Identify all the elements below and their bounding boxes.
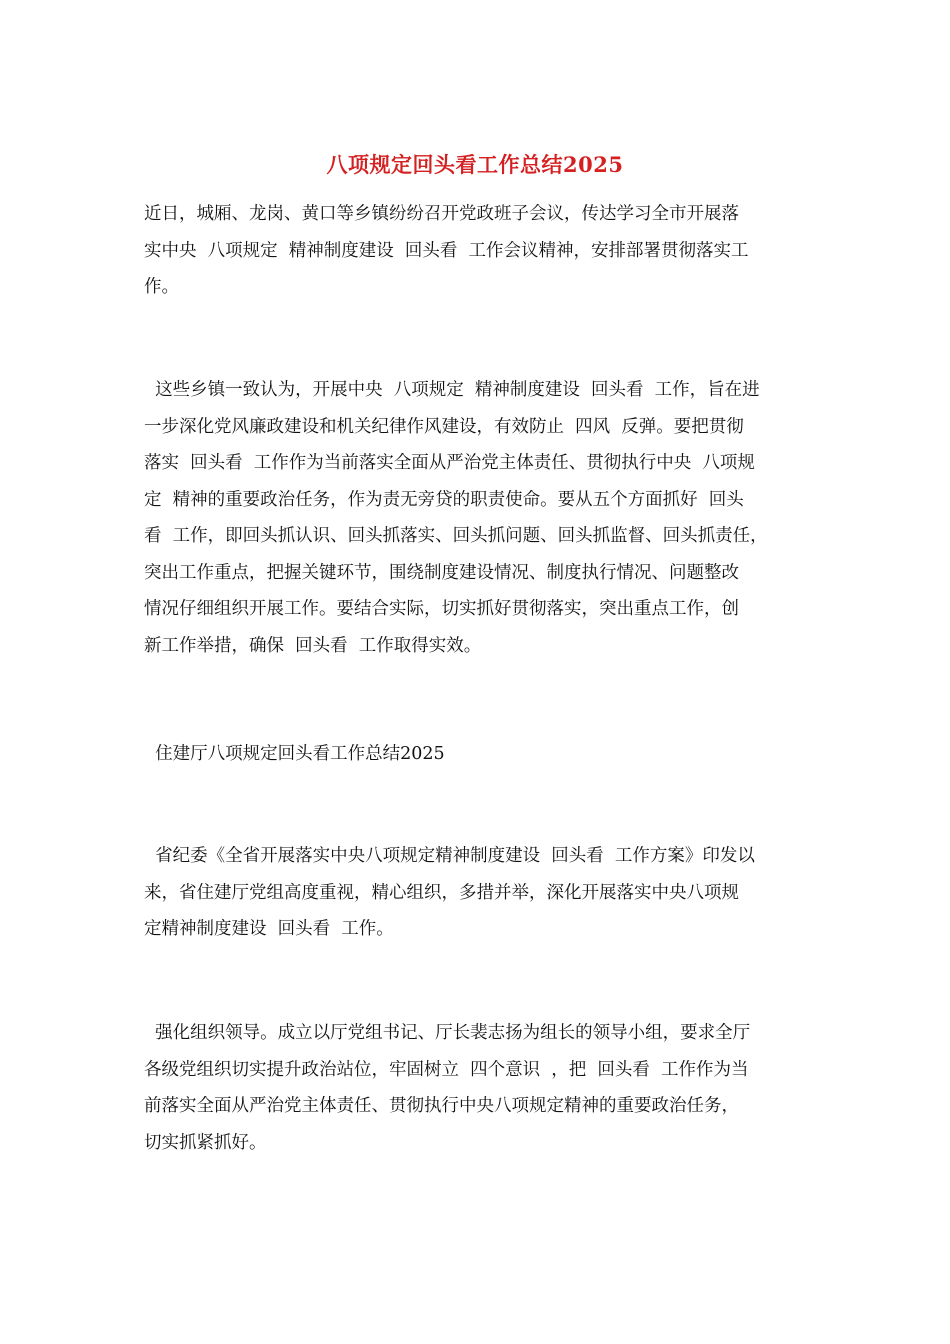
- text-line: 看 工作，即回头抓认识、回头抓落实、回头抓问题、回头抓监督、回头抓责任，: [144, 526, 768, 546]
- text-line: 实中央 八项规定 精神制度建设 回头看 工作会议精神，安排部署贯彻落实工: [144, 240, 749, 261]
- text-line: 强化组织领导。成立以厅党组书记、厅长裴志扬为组长的领导小组，要求全厅: [144, 1023, 751, 1043]
- text-line: 定 精神的重要政治任务，作为责无旁贷的职责使命。要从五个方面抓好 回头: [144, 489, 744, 510]
- paragraph-consensus: [144, 372, 822, 664]
- text-line: 新工作举措，确保 回头看 工作取得实效。: [144, 635, 482, 656]
- text-line: 落实 回头看 工作作为当前落实全面从严治党主体责任、贯彻执行中央 八项规: [144, 453, 755, 473]
- text-line: 切实抓紧抓好。: [144, 1132, 267, 1153]
- paragraph-leadership: [144, 1015, 822, 1161]
- text-line: 近日，城厢、龙岗、黄口等乡镇纷纷召开党政班子会议，传达学习全市开展落: [144, 204, 739, 224]
- document-title: 八项规定回头看工作总结2025: [326, 152, 624, 177]
- text-line: 定精神制度建设 回头看 工作。: [144, 919, 394, 939]
- paragraph-provincial: [144, 838, 822, 948]
- text-line: 省纪委《全省开展落实中央八项规定精神制度建设 回头看 工作方案》印发以: [144, 846, 755, 866]
- text-line: 一步深化党风廉政建设和机关纪律作风建设，有效防止 四风 反弹。要把贯彻: [144, 416, 744, 437]
- text-line: 情况仔细组织开展工作。要结合实际，切实抓好贯彻落实，突出重点工作，创: [144, 599, 739, 619]
- text-line: 突出工作重点，把握关键环节，围绕制度建设情况、制度执行情况、问题整改: [144, 562, 739, 583]
- text-line: 作。: [144, 277, 179, 297]
- text-line: 来，省住建厅党组高度重视，精心组织，多措并举，深化开展落实中央八项规: [144, 882, 739, 903]
- text-line: 这些乡镇一致认为，开展中央 八项规定 精神制度建设 回头看 工作，旨在进: [144, 380, 760, 400]
- text-line: 前落实全面从严治党主体责任、贯彻执行中央八项规定精神的重要政治任务，: [144, 1096, 739, 1116]
- text-line: 各级党组织切实提升政治站位，牢固树立 四个意识 ，把 回头看 工作作为当: [144, 1059, 749, 1080]
- subheading-text: 住建厅八项规定回头看工作总结2025: [144, 744, 445, 764]
- paragraph-subheading: [144, 736, 822, 773]
- paragraph-intro: [144, 196, 822, 306]
